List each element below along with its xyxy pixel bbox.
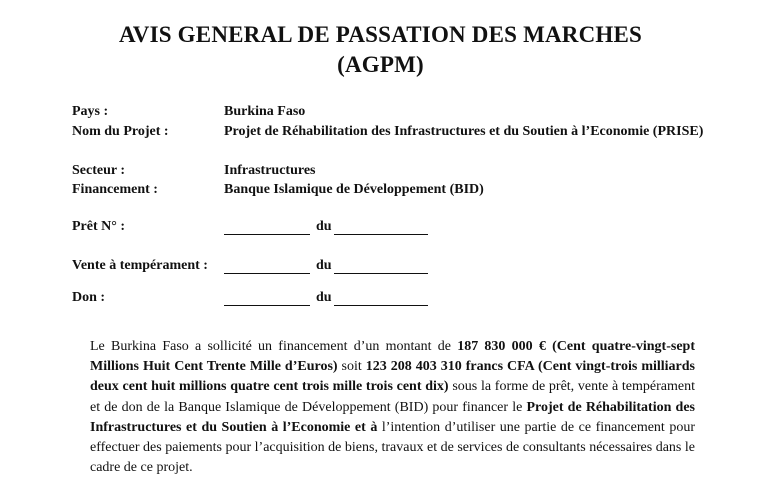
pret-label: Prêt N° : <box>72 219 126 234</box>
projet-label: Nom du Projet : <box>72 124 169 139</box>
financement-label: Financement : <box>72 182 158 197</box>
project-name-bold: Projet de Réhabilitation des Infrastructures et du Soutien à l’Economie et à <box>90 399 695 435</box>
document-subtitle: (AGPM) <box>337 52 424 77</box>
paragraph-text-4: l’intention d’utiliser une partie de ce financement pour effectuer des paiements pour l’acquisition de biens, travaux et de services de consultants nécessaires dans le cadre de ce projet. <box>90 419 696 476</box>
don-du-label: du <box>316 290 332 305</box>
vente-label: Vente à tempérament : <box>72 258 208 273</box>
secteur-label: Secteur : <box>72 163 125 178</box>
secteur-value: Infrastructures <box>224 163 316 178</box>
projet-value: Projet de Réhabilitation des Infrastructures et du Soutien à l’Economie (PRISE) <box>224 124 704 139</box>
pret-number-blank <box>224 218 310 235</box>
vente-number-blank <box>224 257 310 274</box>
amount-euros: 187 830 000 € (Cent quatre-vingt-sept Millions Huit Cent Trente Mille d’Euros) <box>90 339 695 375</box>
body-paragraph <box>90 337 695 478</box>
vente-du-label: du <box>316 258 332 273</box>
pret-date-blank <box>334 218 428 235</box>
financement-value: Banque Islamique de Développement (BID) <box>224 182 484 197</box>
don-date-blank <box>334 289 428 306</box>
paragraph-text-1: Le Burkina Faso a sollicité un financement d’un montant de <box>90 339 458 354</box>
don-number-blank <box>224 289 310 306</box>
vente-date-blank <box>334 257 428 274</box>
pays-label: Pays : <box>72 104 109 119</box>
paragraph-text-3: sous la forme de prêt, vente à tempérament et de don de la Banque Islamique de Développement (BID) pour financer le <box>90 379 695 415</box>
paragraph-text-2: soit <box>337 359 366 375</box>
don-label: Don : <box>72 290 106 305</box>
pays-value: Burkina Faso <box>224 104 306 119</box>
amount-cfa: 123 208 403 310 francs CFA (Cent vingt-trois milliards deux cent huit millions quatre cent trois mille trois cent dix) <box>90 359 695 395</box>
pret-du-label: du <box>316 219 332 234</box>
document-title: AVIS GENERAL DE PASSATION DES MARCHES <box>118 22 643 47</box>
